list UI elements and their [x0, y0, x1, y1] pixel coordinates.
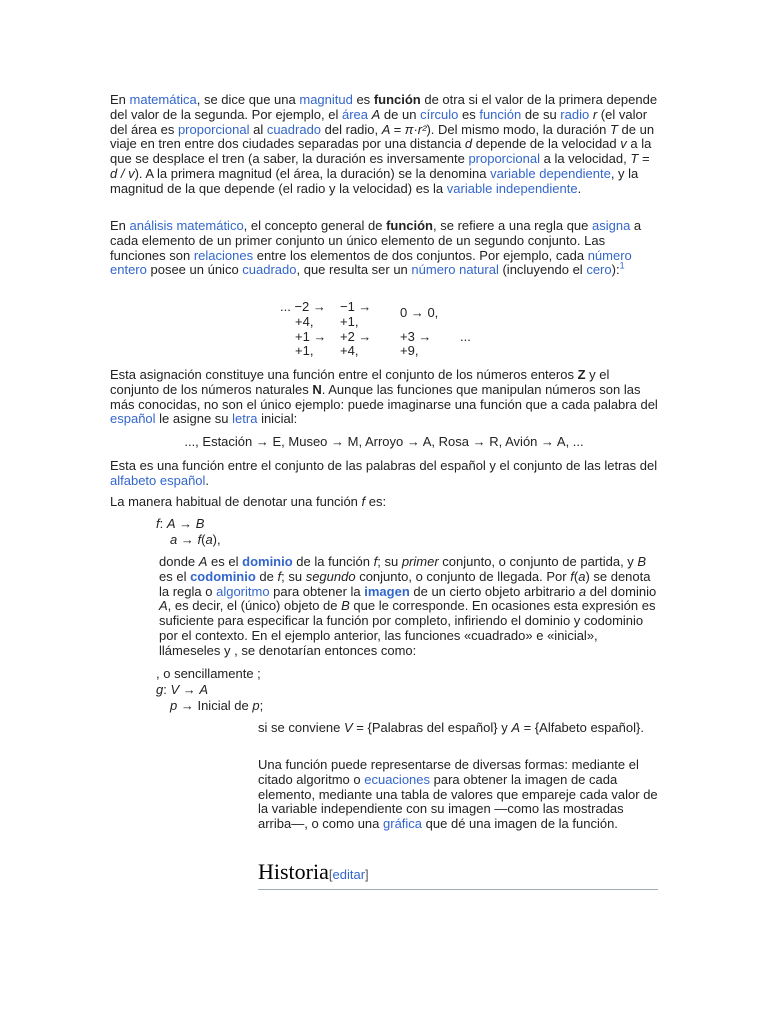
formula-g-rule: p → Inicial de p; — [170, 698, 264, 713]
link-variable-dependiente[interactable]: variable dependiente — [490, 165, 611, 181]
paragraph-intro: En matemática, se dice que una magnitud es función de otra si el valor de la primera depende del valor de la segunda. Por ejemplo, el área A de un círculo es función de su radio r (el valor del área es proporcional al cuadrado del radio, A = π·r²). Del mismo modo, la duración T de un viaje en tren entre dos ciudades separadas por una distancia d depende de la velocidad v a la que se desplace el tren (a saber, la duración es inversamente proporcional a la velocidad, T = d / v). A la primera magnitud (el área, la duración) se la denomina variable dependiente, y la magnitud de la que depende (el radio y la velocidad) es la variable independiente. — [110, 92, 658, 196]
link-imagen[interactable]: imagen — [364, 583, 410, 599]
formula-f-rule: a → f(a), — [170, 532, 221, 547]
link-cuadrado-2[interactable]: cuadrado — [242, 262, 297, 278]
link-area[interactable]: área — [341, 106, 369, 122]
table-row: +4, +1, — [295, 313, 359, 329]
link-alfabeto-espanol[interactable]: alfabeto español — [110, 472, 206, 488]
link-analisis-matematico[interactable]: análisis matemático — [129, 218, 244, 233]
paragraph-analisis: En análisis matemático, el concepto general de función, se refiere a una regla que asigna a cada elemento de un primer conjunto un único elemento de un segundo conjunto. Las funciones son relaciones entre los elementos de dos conjuntos. Por ejemplo, cada número entero posee un único cuadrado, que resulta ser un número natural (incluyendo el cero):$^1$ — [110, 218, 642, 278]
formula-g-signature: g: V → A — [156, 682, 209, 697]
link-ecuaciones[interactable]: ecuaciones — [364, 771, 431, 787]
link-magnitud[interactable]: magnitud — [299, 92, 353, 107]
link-numero-entero[interactable]: número entero — [110, 247, 632, 278]
link-circulo[interactable]: círculo — [420, 106, 459, 122]
link-letra[interactable]: letra — [232, 411, 258, 427]
link-dominio[interactable]: dominio — [242, 554, 293, 569]
link-relaciones[interactable]: relaciones — [193, 247, 254, 263]
paragraph-dominio: donde A es el dominio de la función f; su primer conjunto, o conjunto de partida, y B es el codominio de f; su segundo conjunto, o conjunto de llegada. Por f(a) se denota la regla o algoritmo para obtener la imagen de un cierto objeto arbitrario a del dominio A, es decir, el (único) objeto de B que le corresponde. En ocasiones esta expresión es suficiente para especificar la función por completo, infiriendo el dominio y codominio por el contexto. En el ejemplo anterior, las funciones «cuadrado» e «inicial», llámeseles y , se denotarían entonces como: — [159, 554, 657, 658]
link-cuadrado[interactable]: cuadrado — [266, 121, 322, 137]
table-row: +1, +4, +9, — [295, 343, 419, 359]
link-grafica[interactable]: gráfica — [383, 816, 423, 832]
link-proporcional-2[interactable]: proporcional — [468, 151, 540, 167]
formula-o-sencillamente: , o sencillamente ; — [156, 666, 261, 681]
integer-square-table — [280, 300, 471, 359]
paragraph-representacion: Una función puede representarse de diversas formas: mediante el citado algoritmo o ecuaciones para obtener la imagen de cada elemento, mediante una tabla de valores que empareje cada valor de la variable independiente con su imagen —como las mostradas arriba—, o como una gráfica que dé una imagen de la función. — [258, 757, 658, 832]
link-cero[interactable]: cero — [586, 262, 612, 278]
link-matematica[interactable]: matemática — [129, 92, 197, 107]
table-row: ... −2 → −1 → 0 → 0, — [280, 299, 439, 320]
paragraph-notacion: La manera habitual de denotar una función f es: — [110, 494, 387, 509]
table-row: +1 → +2 → +3 → ... — [295, 328, 471, 344]
paragraph-conviene: si se conviene V = {Palabras del español} y A = {Alfabeto español}. — [258, 720, 644, 735]
link-algoritmo[interactable]: algoritmo — [216, 583, 270, 599]
paragraph-alfabeto: Esta es una función entre el conjunto de las palabras del español y el conjunto de las letras del alfabeto español. — [110, 458, 658, 488]
link-espanol[interactable]: español — [110, 411, 156, 427]
formula-f-signature: f: A → B — [156, 516, 205, 531]
footnote-ref-1[interactable]: 1 — [619, 261, 625, 272]
word-letter-mapping: ..., Estación → E, Museo → M, Arroyo → A, Rosa → R, Avión → A, ... — [184, 434, 584, 449]
link-variable-independiente[interactable]: variable independiente — [446, 180, 578, 196]
edit-link[interactable]: editar — [332, 867, 366, 882]
link-funcion[interactable]: función — [479, 106, 522, 122]
link-proporcional[interactable]: proporcional — [177, 121, 250, 137]
section-heading-historia — [258, 858, 658, 890]
link-numero-natural[interactable]: número natural — [411, 262, 499, 278]
link-radio[interactable]: radio — [560, 106, 590, 122]
paragraph-asignacion: Esta asignación constituye una función entre el conjunto de los números enteros Z y el conjunto de los números naturales N. Aunque las funciones que manipulan números son las más conocidas, no son el único ejemplo: puede imaginarse una función que a cada palabra del español le asigne su letra inicial: — [110, 367, 658, 427]
section-title: Historia — [258, 859, 329, 884]
link-asigna[interactable]: asigna — [592, 218, 631, 233]
link-codominio[interactable]: codominio — [190, 568, 256, 584]
edit-section: [editar] — [328, 867, 369, 882]
